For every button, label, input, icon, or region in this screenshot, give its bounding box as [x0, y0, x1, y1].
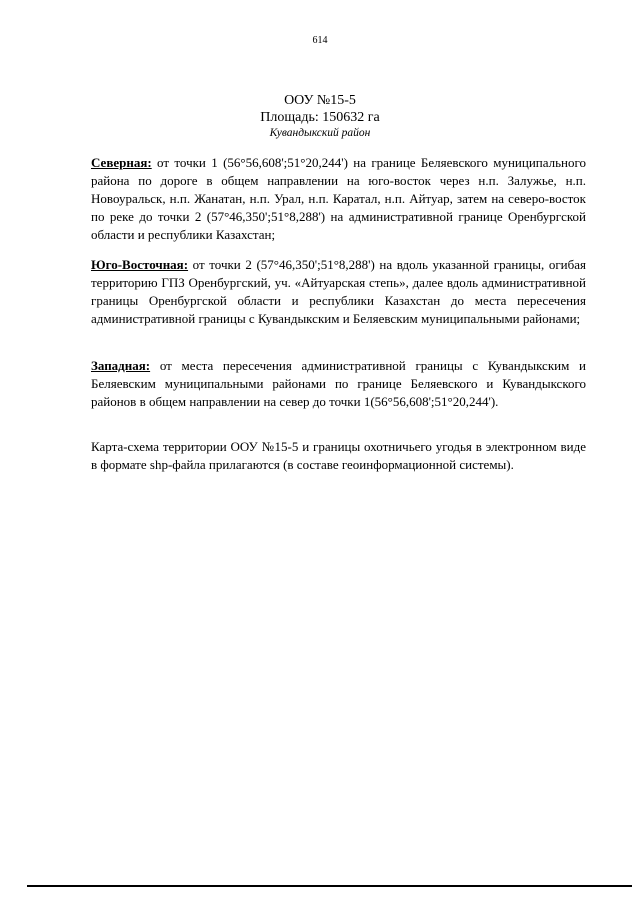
west-boundary-text: от места пересечения административной границы с Кувандыкским и Беляевским муниципальными районами по границе Беляевского и Кувандыкского районов в общем направлении на север до точки 1(56°56,608';51°20,244').	[91, 358, 586, 409]
bottom-rule	[27, 885, 632, 887]
document-title: ООУ №15-5	[284, 93, 356, 108]
map-note-paragraph: Карта-схема территории ООУ №15-5 и границы охотничьего угодья в электронном виде в формате shp-файла прилагаются (в составе геоинформационной системы).	[91, 439, 586, 472]
area-line: Площадь: 150632 га	[260, 110, 380, 125]
west-boundary-label: Западная:	[91, 358, 151, 373]
page-number: 614	[312, 35, 328, 46]
document-header	[0, 92, 640, 141]
north-boundary-text: от точки 1 (56°56,608';51°20,244') на границе Беляевского муниципального района по дороге в общем направлении на юго-восток через н.п. Залужье, н.п. Новоуральск, н.п. Жанатан, н.п. Урал, н.п. Каратал, н.п. Айтуар, затем на северо-восток по реке до точки 2 (57°46,350';51°8,288') на административной границе Оренбургской области и республики Казахстан;	[91, 155, 586, 242]
north-boundary-paragraph	[91, 154, 586, 244]
west-boundary-paragraph	[91, 357, 586, 411]
north-boundary-label: Северная:	[91, 155, 152, 170]
southeast-boundary-text: от точки 2 (57°46,350';51°8,288') на вдоль указанной границы, огибая территорию ГПЗ Оренбургский, уч. «Айтуарская степь», далее вдоль административной границы Оренбургской области и республики Казахстан до места пересечения административной границы с Кувандыкским и Беляевским муниципальными районами;	[91, 257, 586, 326]
district-name: Кувандыкский район	[269, 127, 371, 139]
southeast-boundary-paragraph	[91, 256, 586, 328]
southeast-boundary-label: Юго-Восточная:	[91, 257, 189, 272]
